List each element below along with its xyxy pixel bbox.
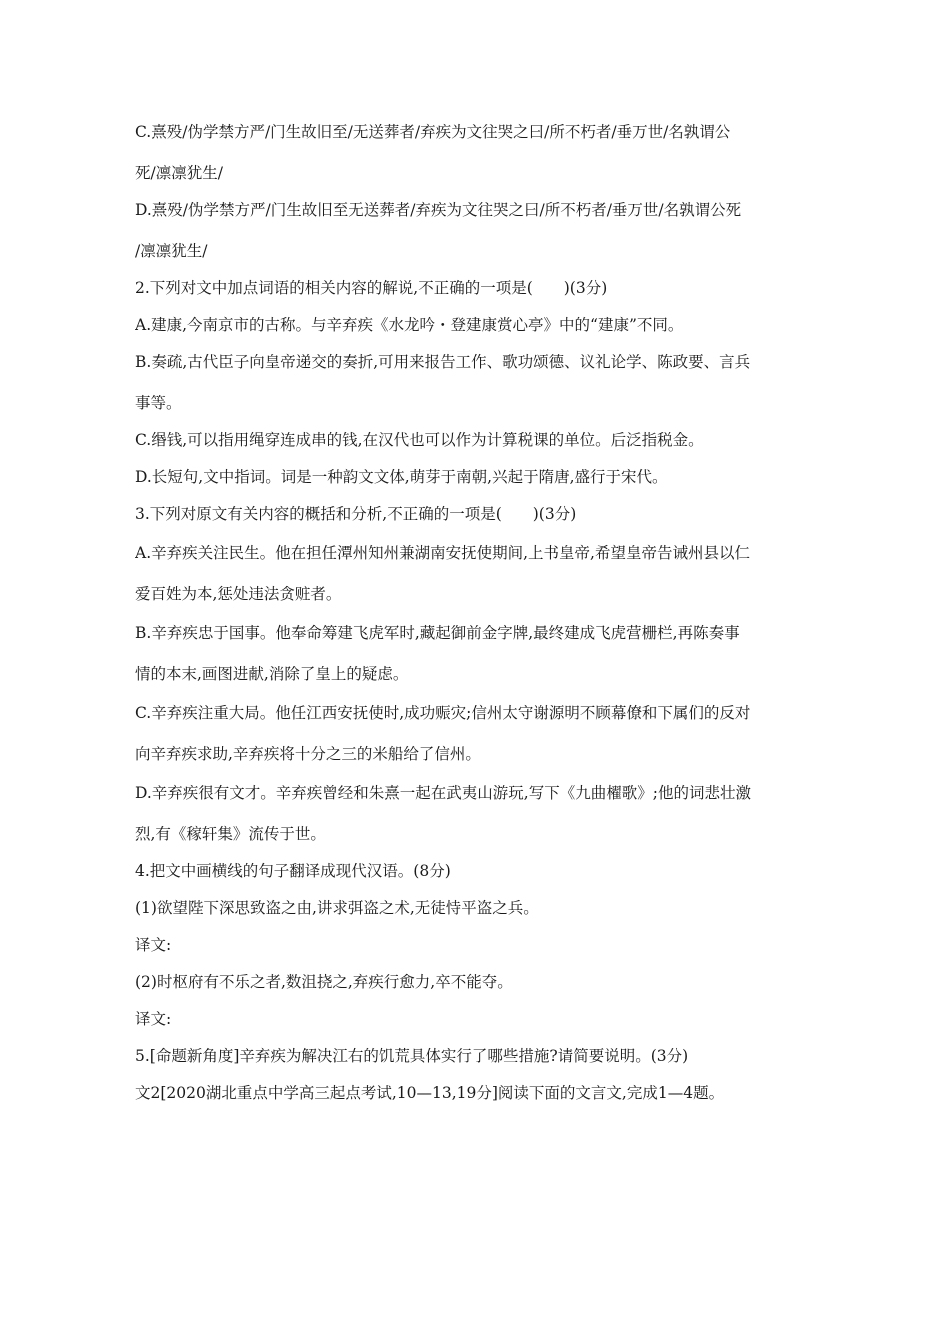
- option-c-line-1: C.熹殁/伪学禁方严/门生故旧至/无送葬者/弃疾为文往哭之曰/所不朽者/垂万世/名孰谓公: [135, 123, 731, 141]
- q4-translation-label-2: 译文:: [135, 1010, 172, 1028]
- question-2: 2.下列对文中加点词语的相关内容的解说,不正确的一项是( )(3分): [135, 279, 608, 297]
- document-body: [135, 120, 825, 1105]
- q3-option-c-line-1: C.辛弃疾注重大局。他任江西安抚使时,成功赈灾;信州太守谢源明不顾幕僚和下属们的反对: [135, 704, 751, 722]
- q3-option-a-line-2: 爱百姓为本,惩处违法贪赃者。: [135, 585, 342, 603]
- q3-option-d-line-2: 烈,有《稼轩集》流传于世。: [135, 825, 326, 843]
- option-d-line-2: /凛凛犹生/: [135, 242, 208, 260]
- passage-2-heading: 文2[2020湖北重点中学高三起点考试,10—13,19分]阅读下面的文言文,完成1—4题。: [135, 1084, 725, 1102]
- q4-translation-label-1: 译文:: [135, 936, 172, 954]
- q2-option-d: D.长短句,文中指词。词是一种韵文文体,萌芽于南朝,兴起于隋唐,盛行于宋代。: [135, 468, 668, 486]
- option-d-line-1: D.熹殁/伪学禁方严/门生故旧至无送葬者/弃疾为文往哭之曰/所不朽者/垂万世/名孰谓公死: [135, 201, 742, 219]
- q2-option-c: C.缗钱,可以指用绳穿连成串的钱,在汉代也可以作为计算税课的单位。后泛指税金。: [135, 431, 704, 449]
- q4-sentence-1: (1)欲望陛下深思致盗之由,讲求弭盗之术,无徒恃平盗之兵。: [135, 899, 539, 917]
- question-3: 3.下列对原文有关内容的概括和分析,不正确的一项是( )(3分): [135, 505, 577, 523]
- question-4: 4.把文中画横线的句子翻译成现代汉语。(8分): [135, 862, 451, 880]
- question-5: 5.[命题新角度]辛弃疾为解决江右的饥荒具体实行了哪些措施?请简要说明。(3分): [135, 1047, 689, 1065]
- q3-option-b-line-2: 情的本末,画图进献,消除了皇上的疑虑。: [135, 665, 409, 683]
- option-c-line-2: 死/凛凛犹生/: [135, 164, 223, 182]
- q2-option-b-line-2: 事等。: [135, 394, 182, 412]
- q2-option-b-line-1: B.奏疏,古代臣子向皇帝递交的奏折,可用来报告工作、歌功颂德、议礼论学、陈政要、言兵: [135, 353, 751, 371]
- q2-option-a: A.建康,今南京市的古称。与辛弃疾《水龙吟・登建康赏心亭》中的“建康”不同。: [135, 316, 684, 334]
- q3-option-a-line-1: A.辛弃疾关注民生。他在担任潭州知州兼湖南安抚使期间,上书皇帝,希望皇帝告诫州县以仁: [135, 544, 750, 562]
- q3-option-b-line-1: B.辛弃疾忠于国事。他奉命筹建飞虎军时,藏起御前金字牌,最终建成飞虎营栅栏,再陈奏事: [135, 624, 740, 642]
- q4-sentence-2: (2)时枢府有不乐之者,数沮挠之,弃疾行愈力,卒不能夺。: [135, 973, 513, 991]
- q3-option-c-line-2: 向辛弃疾求助,辛弃疾将十分之三的米船给了信州。: [135, 745, 481, 763]
- q3-option-d-line-1: D.辛弃疾很有文才。辛弃疾曾经和朱熹一起在武夷山游玩,写下《九曲櫂歌》;他的词悲壮激: [135, 784, 751, 802]
